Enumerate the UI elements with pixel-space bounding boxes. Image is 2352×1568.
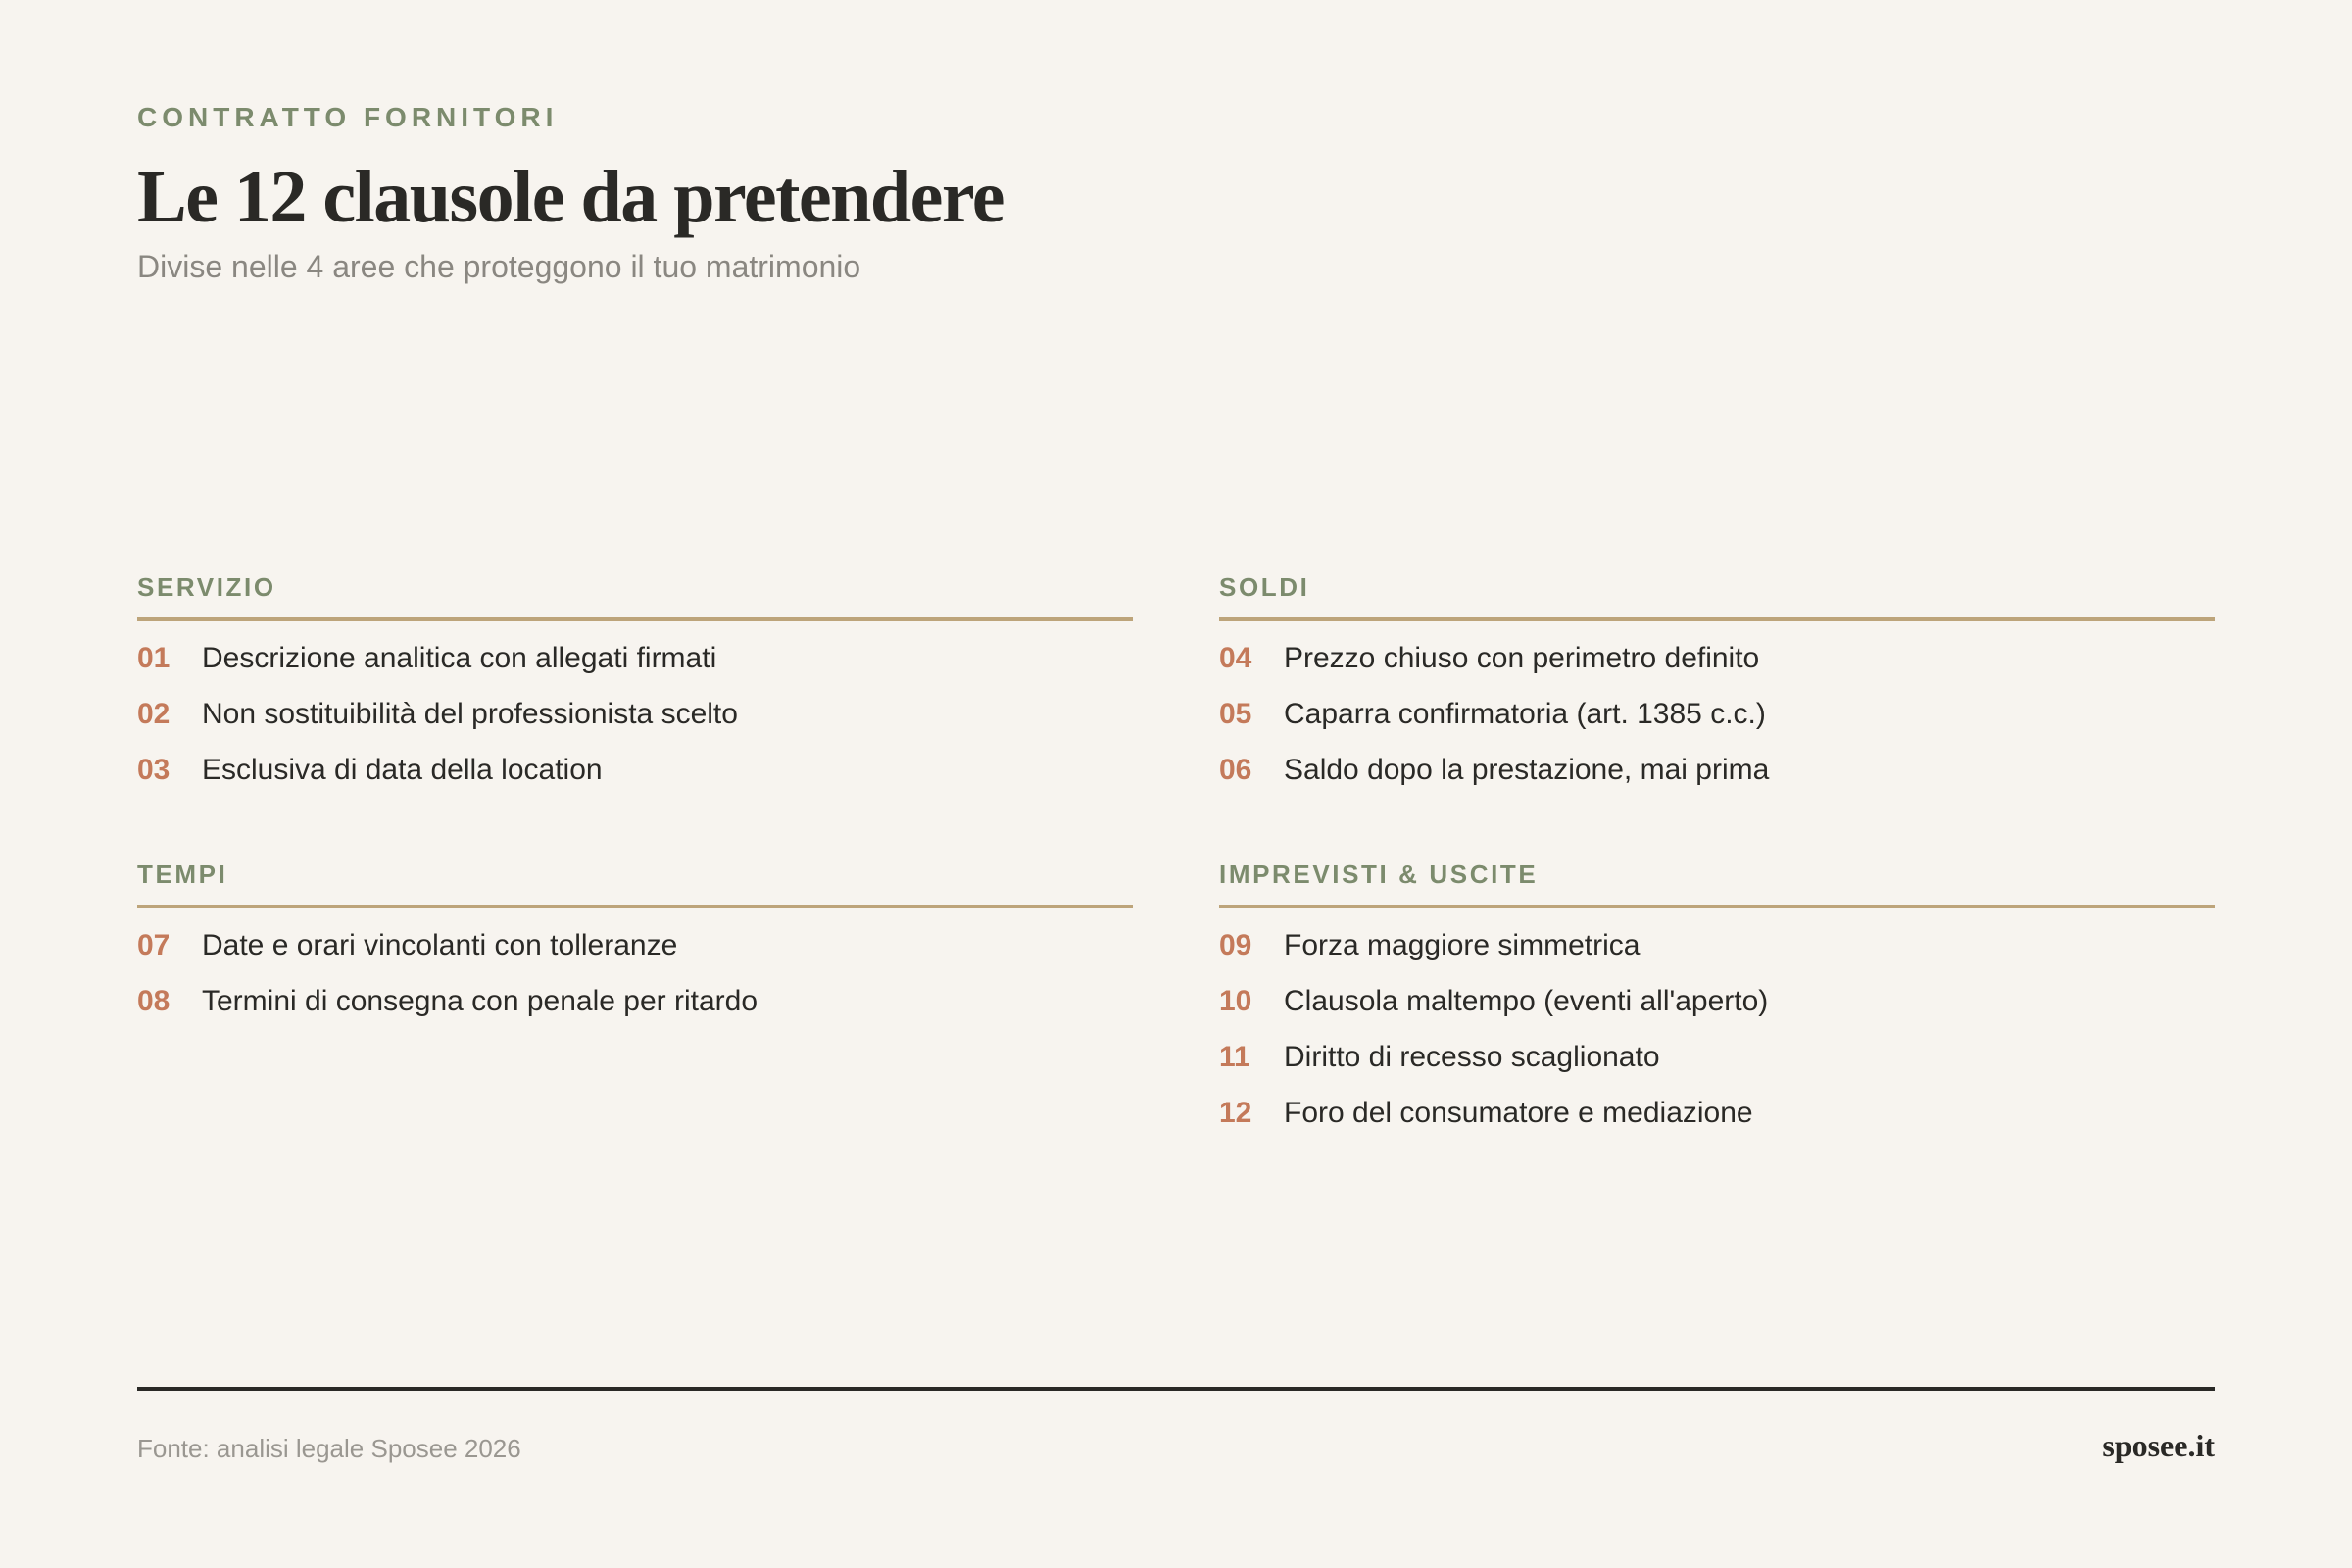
page-header: [137, 100, 1004, 286]
clause-item: [1219, 928, 2215, 984]
clause-item: [1219, 1040, 2215, 1096]
clause-number: 04: [1219, 642, 1252, 674]
clause-item: [137, 697, 1133, 753]
clause-text: Forza maggiore simmetrica: [1284, 929, 1641, 961]
page-title: Le 12 clausole da pretendere: [137, 156, 1004, 238]
clause-text: Saldo dopo la prestazione, mai prima: [1284, 754, 1770, 786]
brand-logo-text: sposee.it: [2102, 1428, 2215, 1463]
page-subtitle: Divise nelle 4 aree che proteggono il tuo matrimonio: [137, 249, 861, 284]
clause-number: 03: [137, 754, 171, 786]
clause-number: 09: [1219, 929, 1252, 961]
clause-number: 01: [137, 642, 171, 674]
section-imprevisti-uscite: [1219, 858, 2215, 1152]
clause-text: Foro del consumatore e mediazione: [1284, 1097, 1753, 1129]
clause-item: [137, 928, 1133, 984]
source-note: Fonte: analisi legale Sposee 2026: [137, 1434, 521, 1463]
clause-number: 07: [137, 929, 171, 961]
section-title: SERVIZIO: [137, 570, 1133, 621]
clause-text: Esclusiva di data della location: [202, 754, 603, 786]
clause-text: Caparra confirmatoria (art. 1385 c.c.): [1284, 698, 1766, 730]
clause-item: [137, 641, 1133, 697]
section-title: TEMPI: [137, 858, 1133, 908]
section-servizio: [137, 570, 1133, 808]
clause-number: 12: [1219, 1097, 1252, 1129]
clause-text: Descrizione analitica con allegati firmati: [202, 642, 717, 674]
clause-list: [137, 641, 1133, 808]
clause-text: Prezzo chiuso con perimetro definito: [1284, 642, 1760, 674]
clause-list: [1219, 928, 2215, 1152]
clause-text: Clausola maltempo (eventi all'aperto): [1284, 985, 1769, 1017]
clause-text: Non sostituibilità del professionista scelto: [202, 698, 738, 730]
clause-text: Diritto di recesso scaglionato: [1284, 1041, 1660, 1073]
section-title: SOLDI: [1219, 570, 2215, 621]
clause-list: [137, 928, 1133, 1040]
clause-item: [1219, 697, 2215, 753]
clause-item: [1219, 1096, 2215, 1152]
section-title: IMPREVISTI & USCITE: [1219, 858, 2215, 908]
clause-number: 05: [1219, 698, 1252, 730]
footer-divider: [137, 1387, 2215, 1391]
clause-text: Date e orari vincolanti con tolleranze: [202, 929, 678, 961]
clause-item: [1219, 641, 2215, 697]
clause-number: 06: [1219, 754, 1252, 786]
clause-item: [1219, 753, 2215, 808]
clause-number: 02: [137, 698, 171, 730]
clause-list: [1219, 641, 2215, 808]
clause-number: 10: [1219, 985, 1252, 1017]
clause-item: [1219, 984, 2215, 1040]
section-soldi: [1219, 570, 2215, 808]
clause-number: 11: [1219, 1041, 1250, 1073]
clauses-grid: [137, 570, 2215, 1152]
clause-item: [137, 753, 1133, 808]
eyebrow-label: CONTRATTO FORNITORI: [137, 102, 559, 132]
clause-number: 08: [137, 985, 171, 1017]
clause-text: Termini di consegna con penale per ritardo: [202, 985, 758, 1017]
clause-item: [137, 984, 1133, 1040]
section-tempi: [137, 858, 1133, 1152]
